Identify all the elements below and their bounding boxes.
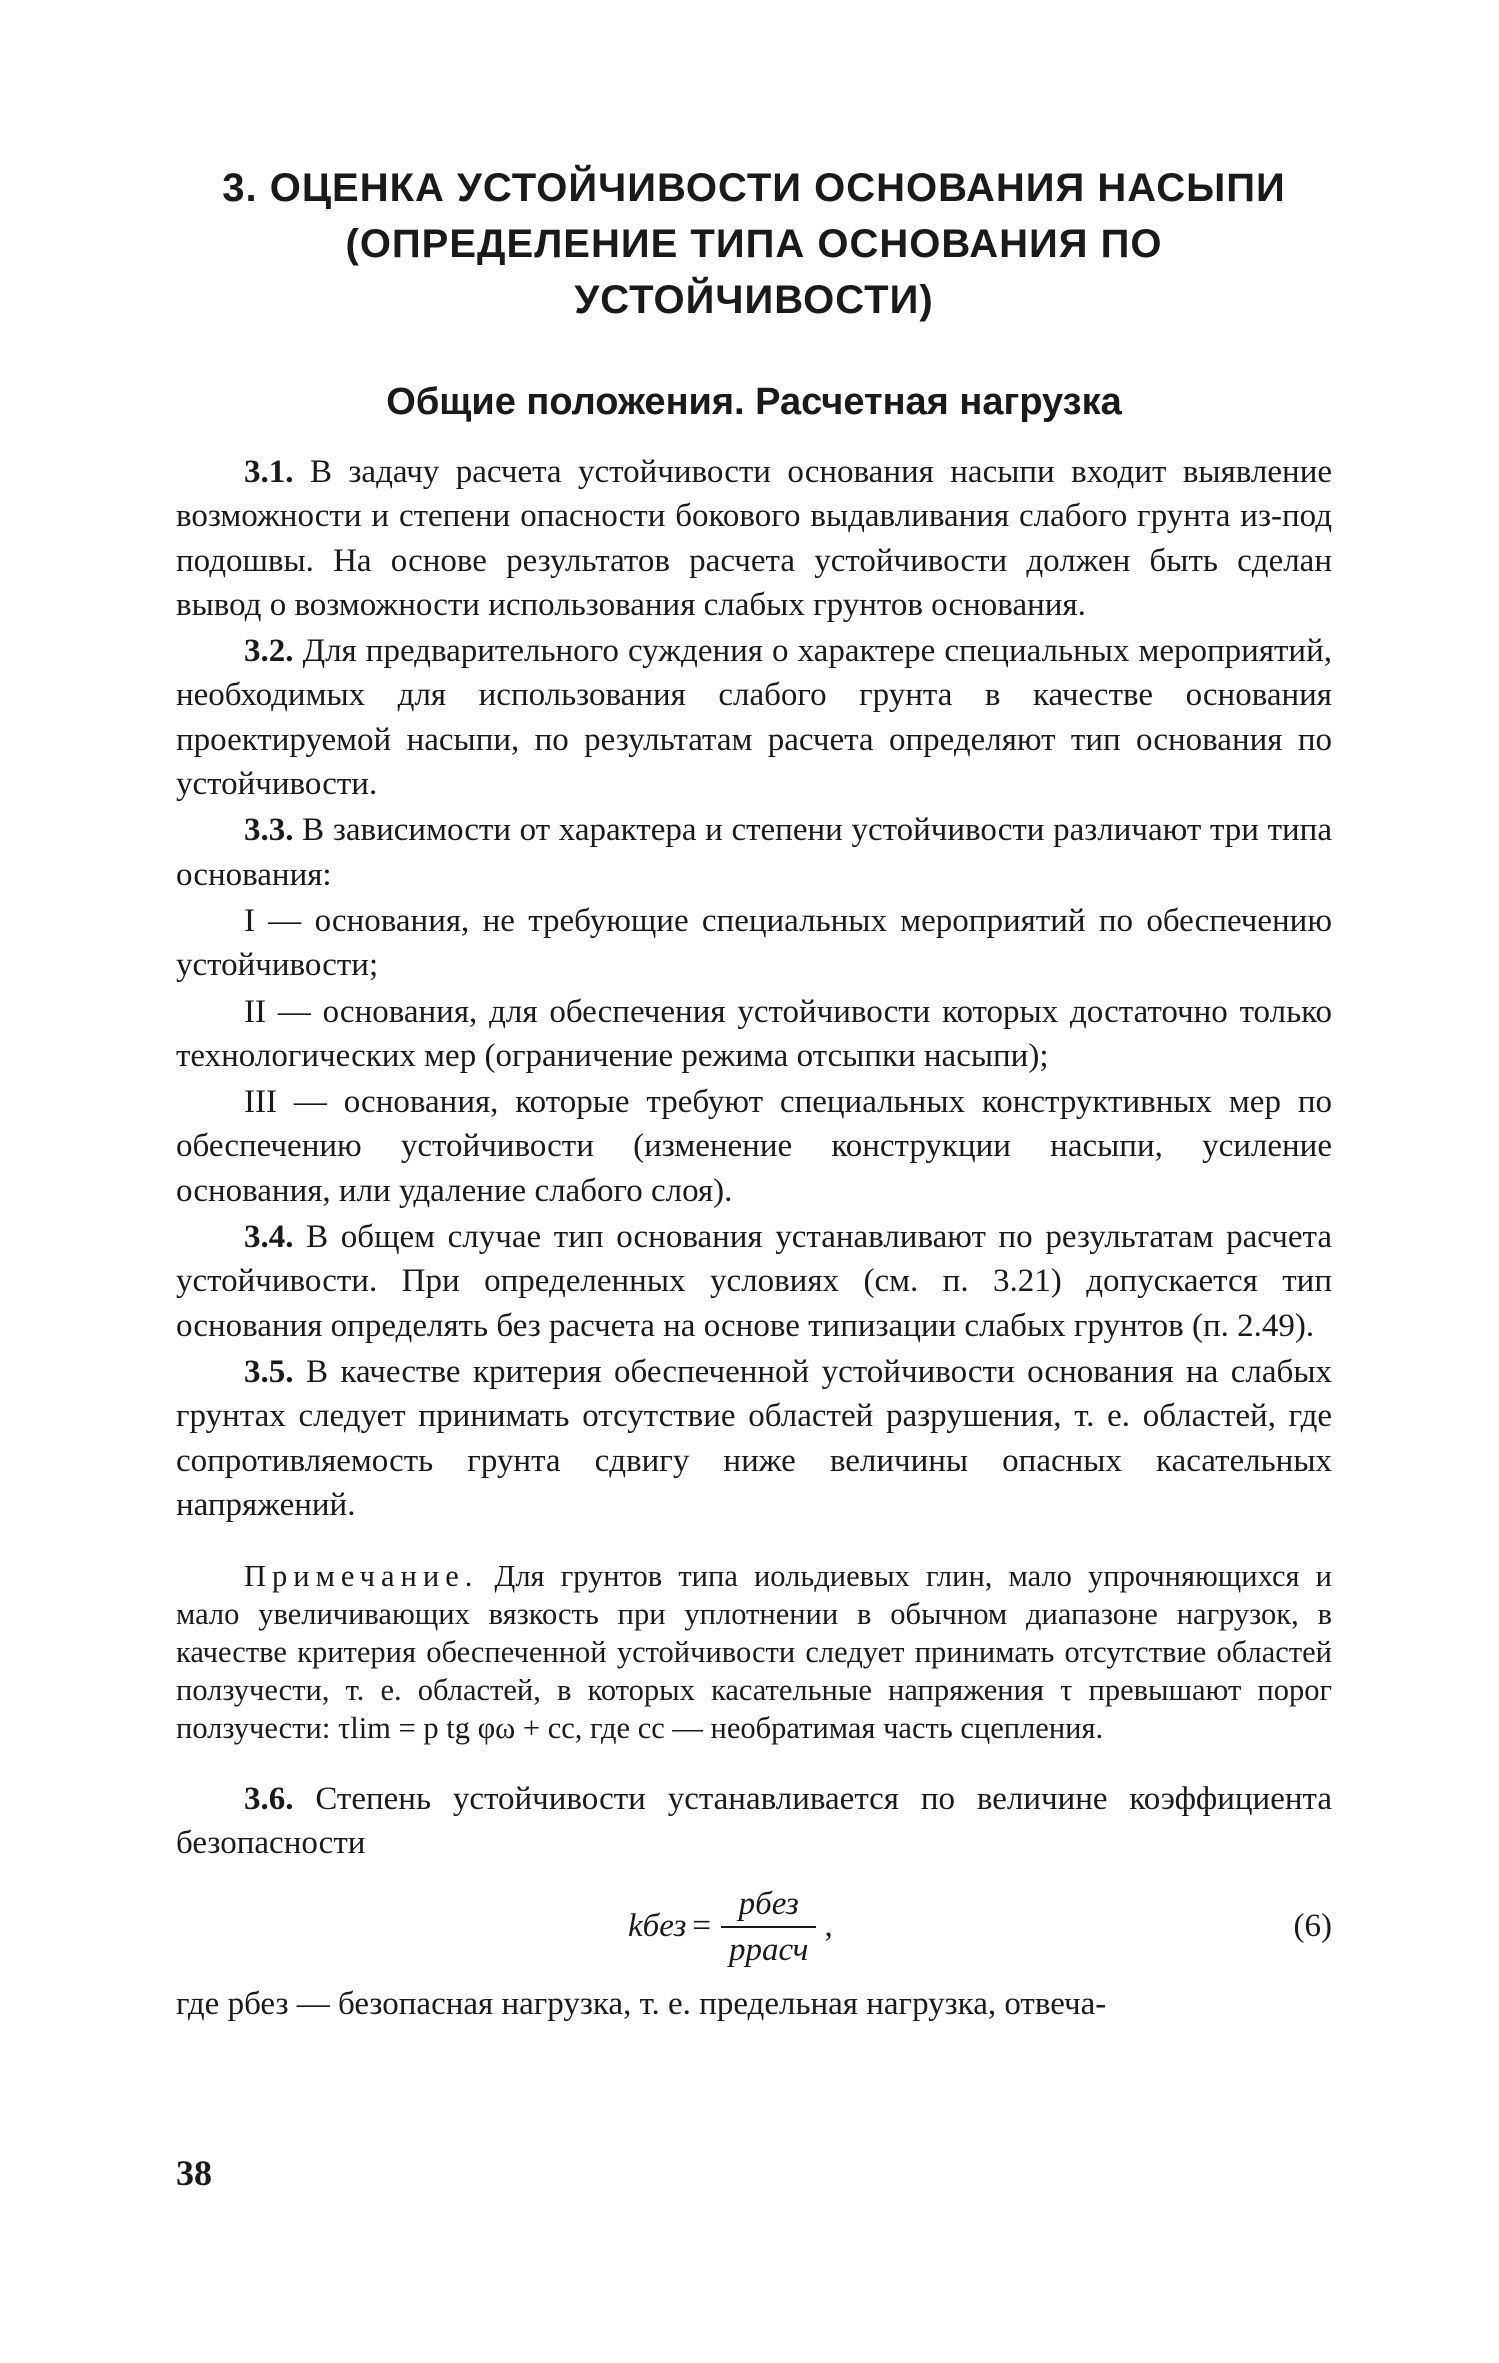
formula-equals: = (692, 1908, 711, 1945)
paragraph-text: Для предварительного суждения о характере специальных мероприятий, необходимых для использования слабого грунта в качестве основания проектируемой насыпи, по результатам расчета определяют тип основания по устойчивости. (176, 633, 1332, 803)
paragraph-3-5 (176, 1350, 1332, 1527)
paragraph-text: В задачу расчета устойчивости основания насыпи входит выявление возможности и степени опасности бокового выдавливания слабого грунта из-под подошвы. На основе результатов расчета устойчивости должен быть сделан вывод о возможности использования слабых грунтов основания. (176, 454, 1332, 623)
paragraph-text: В общем случае тип основания устанавливают по результатам расчета устойчивости. При определенных условиях (см. п. 3.21) допускается тип основания определять без расчета на основе типизации слабых грунтов (п. 2.49). (176, 1219, 1332, 1344)
note (176, 1557, 1332, 1747)
paragraph-3-2 (176, 629, 1332, 806)
page-number: 38 (176, 2153, 212, 2193)
paragraph-3-4 (176, 1215, 1332, 1348)
formula-body (628, 1872, 833, 1982)
chapter-title-line-2: (ОПРЕДЕЛЕНИЕ ТИПА ОСНОВАНИЯ ПО УСТОЙЧИВОСТИ) (345, 222, 1163, 322)
formula-numerator: pбез (738, 1885, 799, 1922)
formula-denominator: pрасч (728, 1931, 809, 1968)
formula-lhs: kбез (628, 1908, 687, 1945)
paragraph-3-1 (176, 450, 1332, 627)
paragraph-3-3 (176, 808, 1332, 897)
paragraph-text: В зависимости от характера и степени устойчивости различают три типа основания: (176, 812, 1332, 893)
base-type-3: III — основания, которые требуют специальных конструктивных мер по обеспечению устойчивости (изменение конструкции насыпи, усиление основания, или удаление слабого слоя). (176, 1084, 1332, 1209)
formula-number: (6) (1293, 1908, 1332, 1945)
chapter-title (176, 160, 1332, 328)
paragraph-number: 3.5. (244, 1353, 294, 1390)
paragraph-number: 3.4. (244, 1219, 294, 1256)
formula-fraction (721, 1882, 816, 1972)
paragraph-text: Степень устойчивости устанавливается по величине коэффициента безопасности (176, 1781, 1332, 1862)
chapter-title-line-1: 3. ОЦЕНКА УСТОЙЧИВОСТИ ОСНОВАНИЯ НАСЫПИ (222, 166, 1286, 210)
note-label: Примечание. (244, 1559, 479, 1594)
section-title: Общие положения. Расчетная нагрузка (386, 381, 1122, 423)
formula-comma: , (824, 1908, 833, 1945)
base-type-2: II — основания, для обеспечения устойчивости которых достаточно только технологических мер (ограничение режима отсыпки насыпи); (176, 993, 1332, 1074)
paragraph-number: 3.1. (244, 454, 294, 490)
base-type-1: I — основания, не требующие специальных мероприятий по обеспечению устойчивости; (176, 902, 1332, 984)
paragraph-text: В качестве критерия обеспеченной устойчивости основания на слабых грунтах следует принимать отсутствие областей разрушения, т. е. областей, где сопротивляемость грунта сдвигу ниже величины опасных касательных напряжений. (176, 1353, 1332, 1523)
paragraph-number: 3.2. (244, 633, 294, 670)
paragraph-number: 3.6. (244, 1781, 294, 1818)
formula-6 (176, 1872, 1332, 1982)
page-content (176, 160, 1332, 2026)
note-text: Для грунтов типа иольдиевых глин, мало упрочняющихся и мало увеличивающих вязкость при уплотнении в обычном диапазоне нагрузок, в качестве критерия обеспеченной устойчивости следует принимать отсутствие областей ползучести, т. е. областей, в которых касательные напряжения τ превышают порог ползучести: τlim = p tg φω + cc, где cc — необратимая часть сцепления. (176, 1559, 1332, 1746)
paragraph-3-6 (176, 1777, 1332, 1866)
paragraph-tail: где pбез — безопасная нагрузка, т. е. предельная нагрузка, отвеча- (176, 1985, 1107, 2022)
paragraph-number: 3.3. (244, 812, 294, 849)
